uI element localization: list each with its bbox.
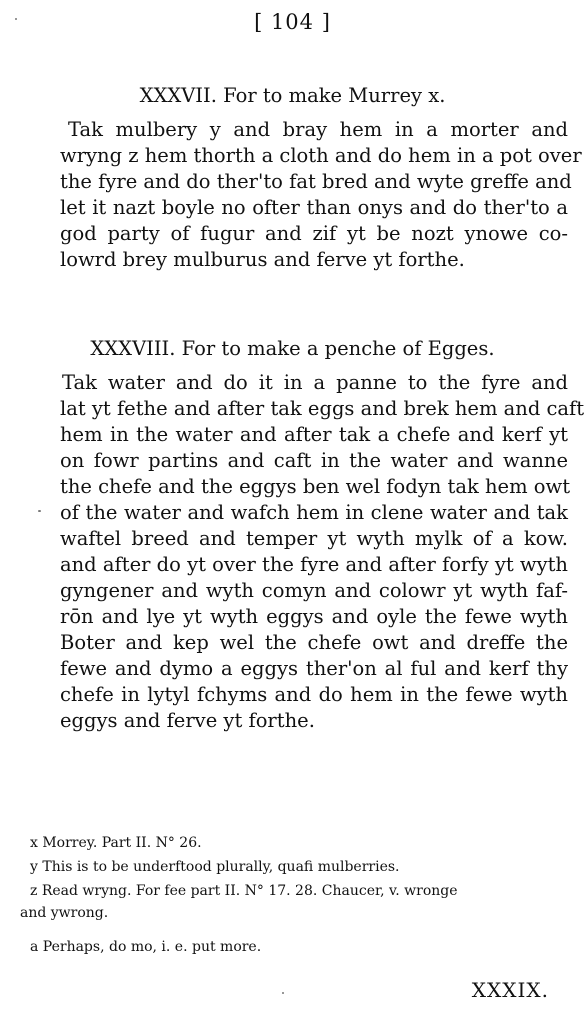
recipe-heading-xxxviii: XXXVIII. For to make a penche of Egges. — [90, 337, 495, 360]
recipe-1-line: lowrd brey mulburus and ferve yt forthe. — [60, 248, 465, 271]
recipe-2-line: Tak water and do it in a panne to the fyre and — [62, 371, 568, 394]
recipe-2-line: rōn and lye yt wyth eggys and oyle the fewe wyth — [60, 605, 568, 628]
footnote-y: y This is to be underftood plurally, quafi mulberries. — [30, 859, 400, 875]
recipe-1-line: god party of fugur and zif yt be nozt ynowe co- — [60, 222, 568, 245]
page-number: [ 104 ] — [254, 10, 331, 34]
print-speck — [38, 510, 41, 512]
recipe-2-line: gyngener and wyth comyn and colowr yt wyth faf- — [60, 579, 568, 602]
recipe-1-line: Tak mulbery y and bray hem in a morter and — [68, 118, 568, 141]
recipe-heading-xxxvii: XXXVII. For to make Murrey x. — [139, 84, 446, 107]
footnote-a: a Perhaps, do mo, i. e. put more. — [30, 939, 262, 955]
recipe-2-line: eggys and ferve yt forthe. — [60, 709, 315, 732]
recipe-2-line: chefe in lytyl fchyms and do hem in the fewe wyth — [60, 683, 568, 706]
recipe-1-line: wryng z hem thorth a cloth and do hem in a pot over — [60, 144, 582, 167]
recipe-1-line: let it nazt boyle no ofter than onys and do ther'to a — [60, 196, 568, 219]
print-speck — [15, 18, 17, 20]
recipe-2-line: fewe and dymo a eggys ther'on al ful and kerf thy — [60, 657, 568, 680]
print-speck — [282, 992, 284, 994]
catchword: XXXIX. — [471, 978, 549, 1002]
recipe-2-line: lat yt fethe and after tak eggs and brek hem and caft — [60, 397, 585, 420]
footnote-z: z Read wryng. For fee part II. N° 17. 28. Chaucer, v. wronge — [30, 883, 458, 899]
recipe-2-line: of the water and wafch hem in clene water and tak — [60, 501, 568, 524]
recipe-2-line: the chefe and the eggys ben wel fodyn tak hem owt — [60, 475, 571, 498]
recipe-2-line: on fowr partins and caft in the water and wanne — [60, 449, 568, 472]
recipe-2-line: waftel breed and temper yt wyth mylk of a kow. — [60, 527, 568, 550]
footnote-z-continuation: and ywrong. — [20, 905, 109, 921]
recipe-1-line: the fyre and do ther'to fat bred and wyte greffe and — [60, 170, 572, 193]
recipe-2-line: hem in the water and after tak a chefe and kerf yt — [60, 423, 568, 446]
recipe-2-line: and after do yt over the fyre and after forfy yt wyth — [60, 553, 568, 576]
footnote-x: x Morrey. Part II. N° 26. — [30, 835, 202, 851]
recipe-2-line: Boter and kep wel the chefe owt and dreffe the — [60, 631, 568, 654]
